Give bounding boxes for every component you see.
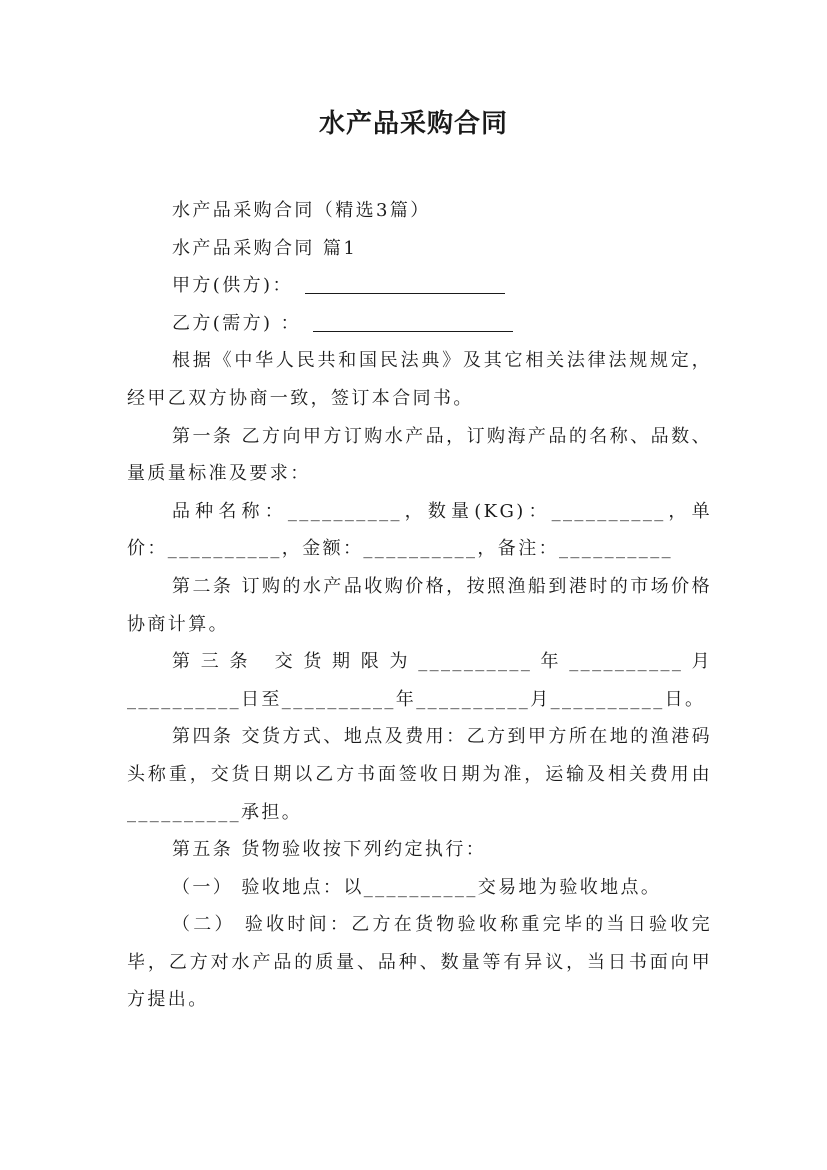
paragraph-article-5: 第五条 货物验收按下列约定执行： <box>172 839 487 861</box>
party-a-label: 甲方(供方)： <box>172 275 293 297</box>
party-a-blank <box>305 273 505 294</box>
paragraph-article-3: 第三条 交货期限为__________年__________月__________日至__________年__________月__________日。 <box>127 651 712 710</box>
party-b-line <box>127 305 712 343</box>
paragraph-article-1: 第一条 乙方向甲方订购水产品，订购海产品的名称、品数、量质量标准及要求： <box>127 425 712 485</box>
paragraph-preamble: 根据《中华人民共和国民法典》及其它相关法律法规规定，经甲乙双方协商一致，签订本合同书。 <box>127 350 712 409</box>
document-title: 水产品采购合同 <box>318 109 508 139</box>
paragraph-subtitle: 水产品采购合同（精选3篇） <box>172 200 431 221</box>
document-body <box>127 192 712 1019</box>
paragraph-section-heading: 水产品采购合同 篇1 <box>172 237 358 259</box>
party-b-blank <box>313 311 513 332</box>
paragraph-product-fields: 品种名称：__________，数量(KG)：__________，单价：__________，金额：__________，备注：__________ <box>127 500 712 560</box>
party-a-line <box>127 267 712 305</box>
paragraph-inspection-time: （二） 验收时间：乙方在货物验收称重完毕的当日验收完毕，乙方对水产品的质量、品种、数量等有异议，当日书面向甲方提出。 <box>127 914 712 1011</box>
paragraph-inspection-place: （一） 验收地点：以__________交易地为验收地点。 <box>172 876 662 898</box>
paragraph-article-4: 第四条 交货方式、地点及费用：乙方到甲方所在地的渔港码头称重，交货日期以乙方书面签收日期为准，运输及相关费用由__________承担。 <box>127 726 712 823</box>
paragraph-article-2: 第二条 订购的水产品收购价格，按照渔船到港时的市场价格协商计算。 <box>127 575 712 635</box>
party-b-label: 乙方(需方) ： <box>172 312 301 334</box>
